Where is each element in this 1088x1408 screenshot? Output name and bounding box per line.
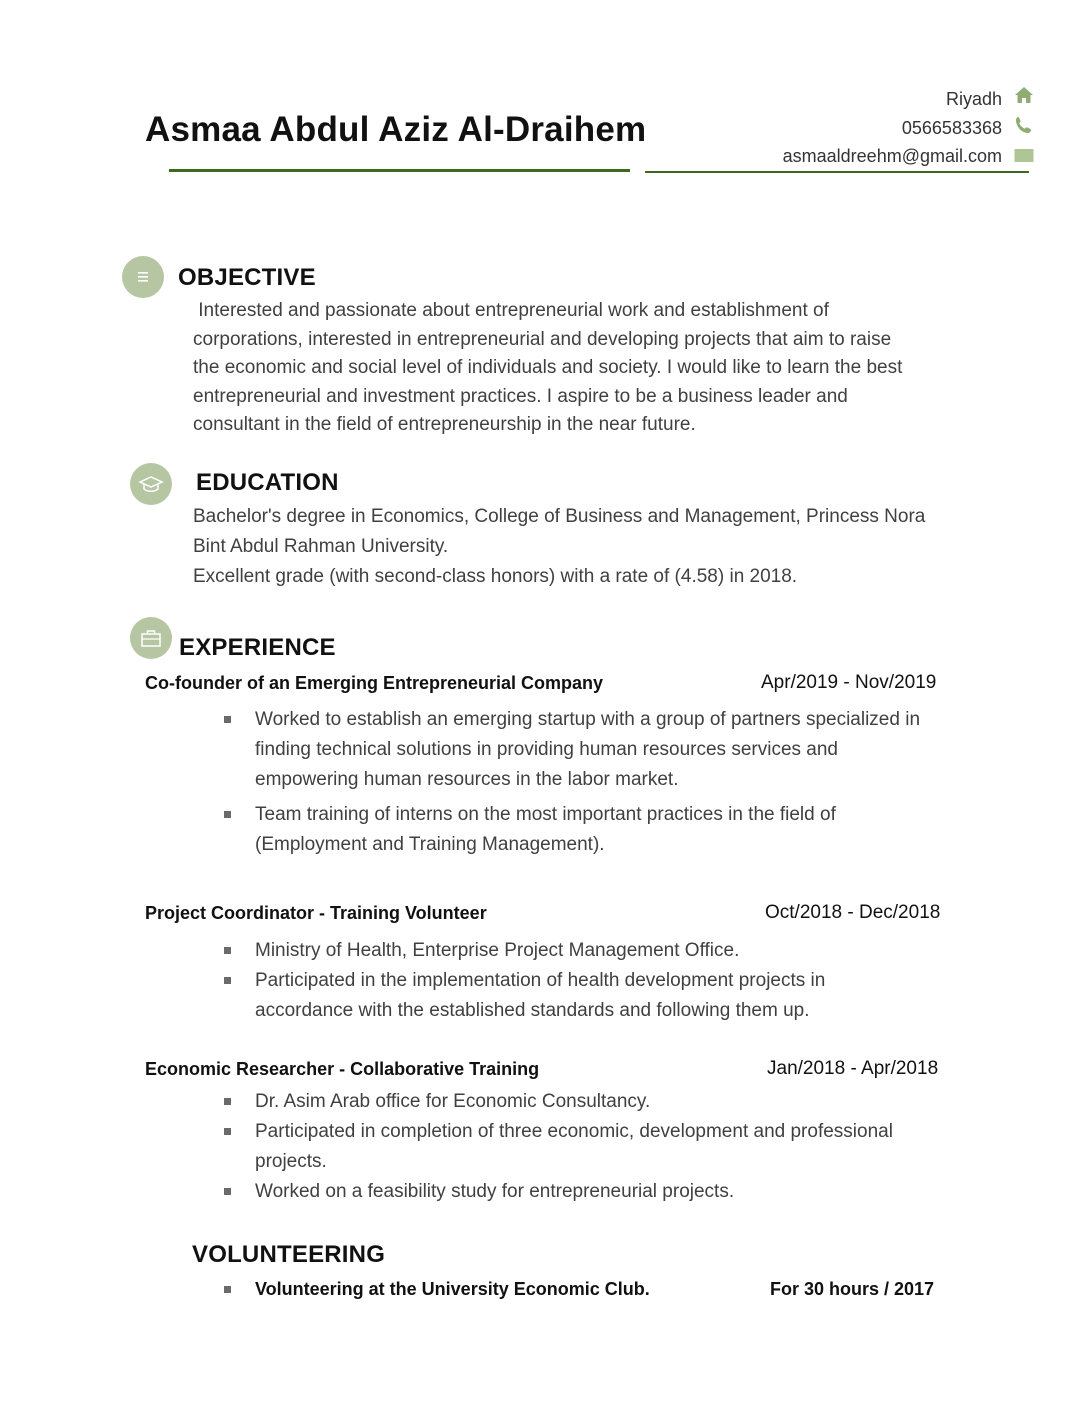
bullet-line: Worked to establish an emerging startup with a group of partners specialized in [255, 709, 921, 730]
objective-heading: OBJECTIVE [178, 264, 316, 291]
bullet-marker [224, 716, 231, 723]
contact-underline [645, 171, 1029, 173]
objective-line: corporations, interested in entrepreneurial and developing projects that aim to raise [193, 328, 892, 350]
job-bullets [255, 1087, 995, 1207]
job-bullets [255, 705, 995, 860]
bullet-line: Team training of interns on the most important practices in the field of [255, 804, 836, 825]
objective-icon-bubble [122, 256, 164, 298]
job-title: Project Coordinator - Training Volunteer [145, 903, 487, 923]
city-text: Riyadh [945, 89, 1002, 109]
job-dates: Apr/2019 - Nov/2019 [761, 672, 937, 693]
bullet-marker [224, 977, 231, 984]
bullet-line: Dr. Asim Arab office for Economic Consultancy. [255, 1091, 651, 1112]
bullet-line: finding technical solutions in providing human resources services and [255, 739, 838, 760]
job-title: Economic Researcher - Collaborative Training [145, 1059, 540, 1079]
bullet-item [255, 1117, 995, 1177]
education-line: Bint Abdul Rahman University. [193, 536, 449, 557]
objective-text [193, 297, 993, 440]
education-heading: EDUCATION [196, 469, 339, 496]
bullet-line: empowering human resources in the labor market. [255, 769, 679, 790]
bullet-marker [224, 1128, 231, 1135]
bullet-marker [224, 1286, 231, 1293]
bullet-line: Participated in completion of three economic, development and professional [255, 1121, 893, 1142]
bullet-marker [224, 947, 231, 954]
job-dates: Oct/2018 - Dec/2018 [765, 902, 941, 923]
candidate-name: Asmaa Abdul Aziz Al-Draihem [145, 110, 647, 149]
bullet-marker [224, 1188, 231, 1195]
experience-icon-bubble [130, 617, 172, 659]
bullet-line: (Employment and Training Management). [255, 834, 605, 855]
phone-icon [1014, 116, 1034, 134]
objective-line: Interested and passionate about entrepreneurial work and establishment of [193, 300, 829, 321]
phone-text: 0566583368 [901, 118, 1002, 138]
email-icon [1014, 146, 1034, 164]
job-title: Co-founder of an Emerging Entrepreneurial Company [145, 673, 604, 693]
email-link[interactable]: asmaaldreehm@gmail.com [782, 146, 1002, 166]
volunteering-heading: VOLUNTEERING [192, 1241, 386, 1268]
home-icon [1014, 86, 1034, 104]
volunteering-duration: For 30 hours / 2017 [770, 1279, 935, 1299]
objective-line: the economic and social level of individuals and society. I would like to learn the best [193, 357, 903, 378]
bullet-item [255, 1177, 995, 1207]
education-text [193, 502, 993, 592]
bullet-item [255, 800, 995, 860]
bullet-item [255, 936, 995, 966]
bullet-marker [224, 1098, 231, 1105]
list-icon [122, 256, 164, 298]
bullet-line: accordance with the established standards and following them up. [255, 1000, 810, 1021]
bullet-marker [224, 811, 231, 818]
bullet-line: Participated in the implementation of health development projects in [255, 970, 826, 991]
bullet-item [255, 966, 995, 1026]
job-dates: Jan/2018 - Apr/2018 [767, 1058, 939, 1079]
volunteering-item: Volunteering at the University Economic Club. [255, 1279, 650, 1299]
bullet-line: Ministry of Health, Enterprise Project Management Office. [255, 940, 740, 961]
education-icon-bubble [130, 463, 172, 505]
name-underline [169, 169, 630, 172]
job-bullets [255, 936, 995, 1026]
bullet-line: Worked on a feasibility study for entrepreneurial projects. [255, 1181, 735, 1202]
education-line: Excellent grade (with second-class honors) with a rate of (4.58) in 2018. [193, 566, 798, 587]
bullet-line: projects. [255, 1151, 327, 1172]
briefcase-icon [130, 617, 172, 659]
education-line: Bachelor's degree in Economics, College of Business and Management, Princess Nora [193, 506, 926, 527]
objective-line: entrepreneurial and investment practices. I aspire to be a business leader and [193, 385, 848, 407]
experience-heading: EXPERIENCE [179, 634, 336, 661]
graduation-cap-icon [130, 463, 172, 505]
bullet-item [255, 1087, 995, 1117]
objective-line: consultant in the field of entrepreneurship in the near future. [193, 414, 696, 435]
bullet-item [255, 705, 995, 795]
